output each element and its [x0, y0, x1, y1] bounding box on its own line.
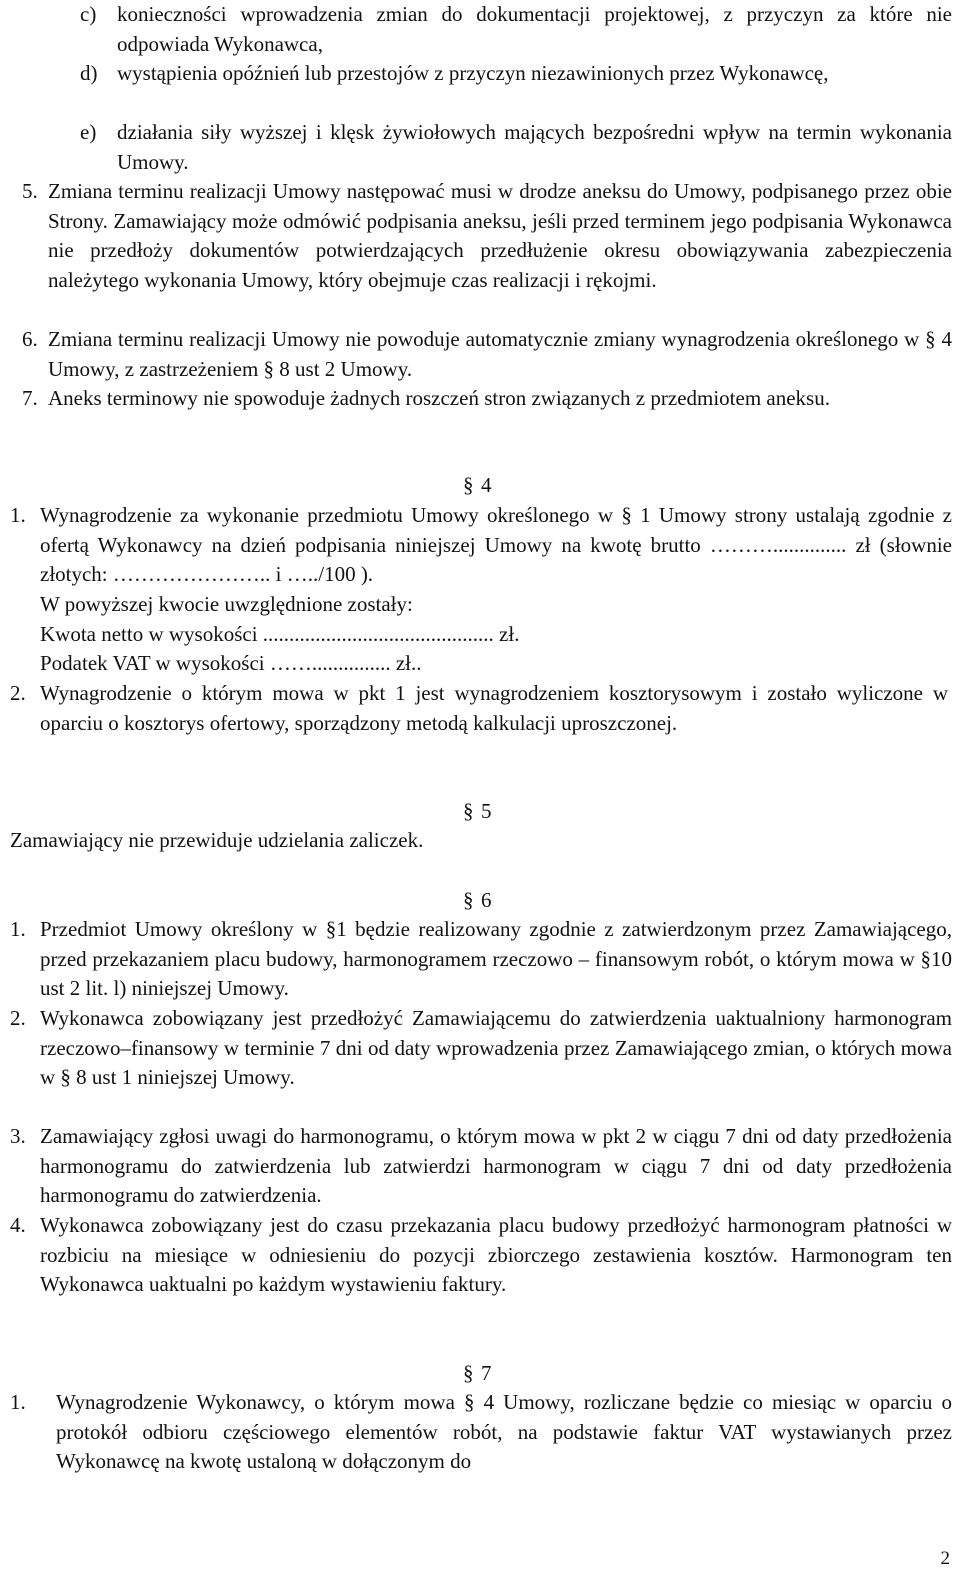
- section-symbol: §: [463, 473, 474, 497]
- paragraph-number-6: 6.: [22, 327, 38, 351]
- sec5-text: Zamawiający nie przewiduje udzielania zaliczek.: [10, 828, 424, 852]
- section-heading-6: [463, 886, 492, 916]
- sec7-number-1: 1.: [10, 1390, 26, 1414]
- sec4-net-amount-line: Kwota netto w wysokości ............................................ zł.: [40, 622, 520, 646]
- section-number: 4: [481, 473, 492, 497]
- sec4-number-2: 2.: [10, 681, 26, 705]
- sec4-paragraph-1: Wynagrodzenie za wykonanie przedmiotu Umowy określonego w § 1 Umowy strony ustalają zgodnie z ofertą Wykonawcy na dzień podpisania niniejszej Umowy na kwotę brutto ……….............. zł (słownie złotych: ………………….. i …../100 ).: [40, 503, 952, 587]
- section-heading-5: [463, 797, 492, 827]
- list-marker-e: e): [80, 120, 97, 144]
- section-number: 6: [481, 888, 492, 912]
- sec6-number-2: 2.: [10, 1006, 26, 1030]
- section-heading-4: [463, 471, 492, 501]
- sec4-paragraph-2: Wynagrodzenie o którym mowa w pkt 1 jest wynagrodzeniem kosztorysowym i zostało wyliczone w oparciu o kosztorys ofertowy, sporządzony metodą kalkulacji uproszczonej.: [40, 681, 948, 735]
- page-number: 2: [940, 1548, 950, 1569]
- list-item-c: konieczności wprowadzenia zmian do dokumentacji projektowej, z przyczyn za które nie odpowiada Wykonawca,: [117, 2, 952, 56]
- paragraph-number-7: 7.: [22, 386, 38, 410]
- sec6-number-1: 1.: [10, 917, 26, 941]
- sec7-paragraph-1: Wynagrodzenie Wykonawcy, o którym mowa § 4 Umowy, rozliczane będzie co miesiąc w oparciu o protokół odbioru częściowego elementów robót, na podstawie faktur VAT wystawianych przez Wykonawcę na kwotę ustaloną w dołączonym do: [56, 1390, 952, 1474]
- section-heading-7: [463, 1359, 492, 1389]
- list-item-e: działania siły wyższej i klęsk żywiołowych mających bezpośredni wpływ na termin wykonania Umowy.: [117, 120, 952, 174]
- section-number: 7: [481, 1361, 492, 1385]
- section-number: 5: [481, 799, 492, 823]
- sec6-number-4: 4.: [10, 1213, 26, 1237]
- list-marker-d: d): [80, 61, 98, 85]
- list-item-d: wystąpienia opóźnień lub przestojów z przyczyn niezawinionych przez Wykonawcę,: [117, 61, 829, 85]
- sec6-paragraph-3: Zamawiający zgłosi uwagi do harmonogramu, o którym mowa w pkt 2 w ciągu 7 dni od daty przedłożenia harmonogramu do zatwierdzenia lub zatwierdzi harmonogram w ciągu 7 dni od daty przedłożenia harmonogramu do zatwierdzenia.: [40, 1124, 952, 1208]
- paragraph-5: Zmiana terminu realizacji Umowy następować musi w drodze aneksu do Umowy, podpisanego przez obie Strony. Zamawiający może odmówić podpisania aneksu, jeśli przed terminem jego podpisania Wykonawca nie przedłoży dokumentów potwierdzających przedłużenie okresu obowiązywania zabezpieczenia należytego wykonania Umowy, który obejmuje czas realizacji i rękojmi.: [48, 179, 952, 292]
- sec6-paragraph-1: Przedmiot Umowy określony w §1 będzie realizowany zgodnie z zatwierdzonym przez Zamawiającego, przed przekazaniem placu budowy, harmonogramem rzeczowo – finansowym robót, o którym mowa w §10 ust 2 lit. l) niniejszej Umowy.: [40, 917, 952, 1001]
- sec4-included-line: W powyższej kwocie uwzględnione zostały:: [40, 592, 413, 616]
- sec6-number-3: 3.: [10, 1124, 26, 1148]
- paragraph-6: Zmiana terminu realizacji Umowy nie powoduje automatycznie zmiany wynagrodzenia określonego w § 4 Umowy, z zastrzeżeniem § 8 ust 2 Umowy.: [48, 327, 952, 381]
- section-symbol: §: [463, 1361, 474, 1385]
- paragraph-number-5: 5.: [22, 179, 38, 203]
- list-marker-c: c): [80, 2, 97, 26]
- paragraph-7: Aneks terminowy nie spowoduje żadnych roszczeń stron związanych z przedmiotem aneksu.: [48, 386, 830, 410]
- section-symbol: §: [463, 888, 474, 912]
- sec4-number-1: 1.: [10, 503, 26, 527]
- sec6-paragraph-2: Wykonawca zobowiązany jest przedłożyć Zamawiającemu do zatwierdzenia uaktualniony harmonogram rzeczowo–finansowy w terminie 7 dni od daty wprowadzenia przez Zamawiającego zmian, o których mowa w § 8 ust 1 niniejszej Umowy.: [40, 1006, 952, 1090]
- sec4-vat-line: Podatek VAT w wysokości ……............... zł..: [40, 651, 422, 675]
- sec6-paragraph-4: Wykonawca zobowiązany jest do czasu przekazania placu budowy przedłożyć harmonogram płatności w rozbiciu na miesiące w odniesieniu do pozycji zbiorczego zestawienia kosztów. Harmonogram ten Wykonawca uaktualni po każdym wystawieniu faktury.: [40, 1213, 952, 1297]
- section-symbol: §: [463, 799, 474, 823]
